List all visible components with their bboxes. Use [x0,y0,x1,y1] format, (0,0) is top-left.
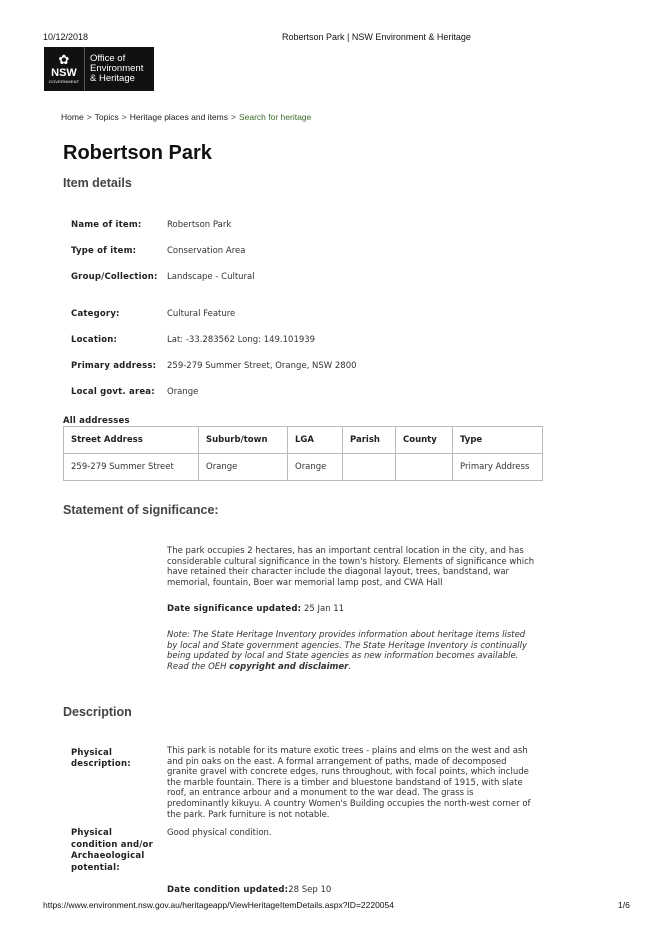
page-title: Robertson Park [63,142,212,164]
nsw-waratah-logo [44,47,85,91]
logo-line-3: & Heritage [90,73,135,84]
significance-date-value: 25 Jan 11 [303,604,345,614]
physical-description-label: Physical description: [71,748,131,769]
type-of-item-label: Type of item: [71,246,137,256]
print-date: 10/12/2018 [43,32,89,42]
breadcrumb-topics[interactable]: Topics [94,112,119,122]
type-of-item-value: Conservation Area [167,246,246,256]
condition-date [167,885,331,895]
logo-office-text [85,54,143,84]
table-header-row [64,427,543,454]
statement-of-significance-heading: Statement of significance: [63,503,219,517]
table-cell [343,454,396,481]
local-govt-area-label: Local govt. area: [71,387,155,397]
physical-condition-text: Good physical condition. [167,828,272,838]
table-cell [396,454,453,481]
column-header: Street Address [64,427,199,454]
column-header: Parish [343,427,396,454]
location-value: Lat: -33.283562 Long: 149.101939 [167,335,316,345]
name-of-item-label: Name of item: [71,220,142,230]
significance-date-label: Date significance updated: [167,604,302,614]
page-url: https://www.environment.nsw.gov.au/heritageapp/ViewHeritageItemDetails.aspx?ID=2220054 [43,900,394,910]
column-header: Suburb/town [199,427,288,454]
table-cell: Orange [288,454,343,481]
nsw-oeh-logo[interactable] [44,47,154,91]
significance-text: The park occupies 2 hectares, has an important central location in the city, and has considerable cultural significance in the town's history. Elements of significance which have retained their character include the diagonal layout, trees, bandstand, war memorial, fountain, Boer war memorial lamp post, and CWA Hall [167,546,535,588]
primary-address-label: Primary address: [71,361,157,371]
item-details-heading: Item details [63,176,132,190]
logo-line-1: Office of [90,53,126,64]
logo-line-2: Environment [90,63,144,74]
table-row [64,454,543,481]
physical-condition-label: Physical condition and/or Archaeological potential: [71,828,153,873]
copyright-disclaimer-link[interactable]: copyright and disclaimer [229,661,349,672]
addresses-table [63,426,543,481]
group-collection-label: Group/Collection: [71,272,158,282]
note-end: . [348,661,352,672]
table-cell: Primary Address [453,454,543,481]
description-heading: Description [63,705,132,719]
column-header: Type [453,427,543,454]
breadcrumb-home[interactable]: Home [61,112,84,122]
all-addresses-title: All addresses [63,416,130,426]
breadcrumb-separator: > [231,112,236,122]
physical-description-text: This park is notable for its mature exotic trees - plains and elms on the west and ash and pin oaks on the east. A formal arrangement of paths, made of decomposed granite gravel with concrete edges, runs throughout, with focal points, which include the marble fountain. There is a timber and bluestone bandstand of 1915, with slate roof, an entrance arbour and a monument to the war dead. The grass is predominantly kikuyu. A country Women's Building occupies the north-west corner of the park. Park furniture is not notable. [167,746,531,820]
logo-government-text: GOVERNMENT [48,79,80,84]
condition-date-value: 28 Sep 10 [288,885,332,895]
breadcrumb-separator: > [86,112,92,122]
local-govt-area-value: Orange [167,387,199,397]
waratah-icon: ✿ [58,53,70,68]
condition-date-label: Date condition updated: [167,885,289,895]
breadcrumb-search-heritage[interactable]: Search for heritage [238,112,312,122]
logo-nsw-text: NSW [51,67,77,79]
category-label: Category: [71,309,120,319]
table-cell: 259-279 Summer Street [64,454,199,481]
table-cell: Orange [199,454,288,481]
column-header: County [396,427,453,454]
group-collection-value: Landscape - Cultural [167,272,255,282]
breadcrumb-heritage-places[interactable]: Heritage places and items [129,112,228,122]
location-label: Location: [71,335,118,345]
print-page-title: Robertson Park | NSW Environment & Heritage [282,32,471,42]
page-number: 1/6 [618,900,630,910]
primary-address-value: 259-279 Summer Street, Orange, NSW 2800 [167,361,357,371]
breadcrumb [61,112,311,122]
significance-date [167,604,344,614]
category-value: Cultural Feature [167,309,236,319]
column-header: LGA [288,427,343,454]
name-of-item-value: Robertson Park [167,220,232,230]
note-text: Note: The State Heritage Inventory provides information about heritage items listed by local and State government agencies. The State Heritage Inventory is continually being updated by local and State agencies as new information becomes available. Read the OEH [167,630,528,672]
breadcrumb-separator: > [121,112,127,122]
heritage-note [167,630,532,672]
